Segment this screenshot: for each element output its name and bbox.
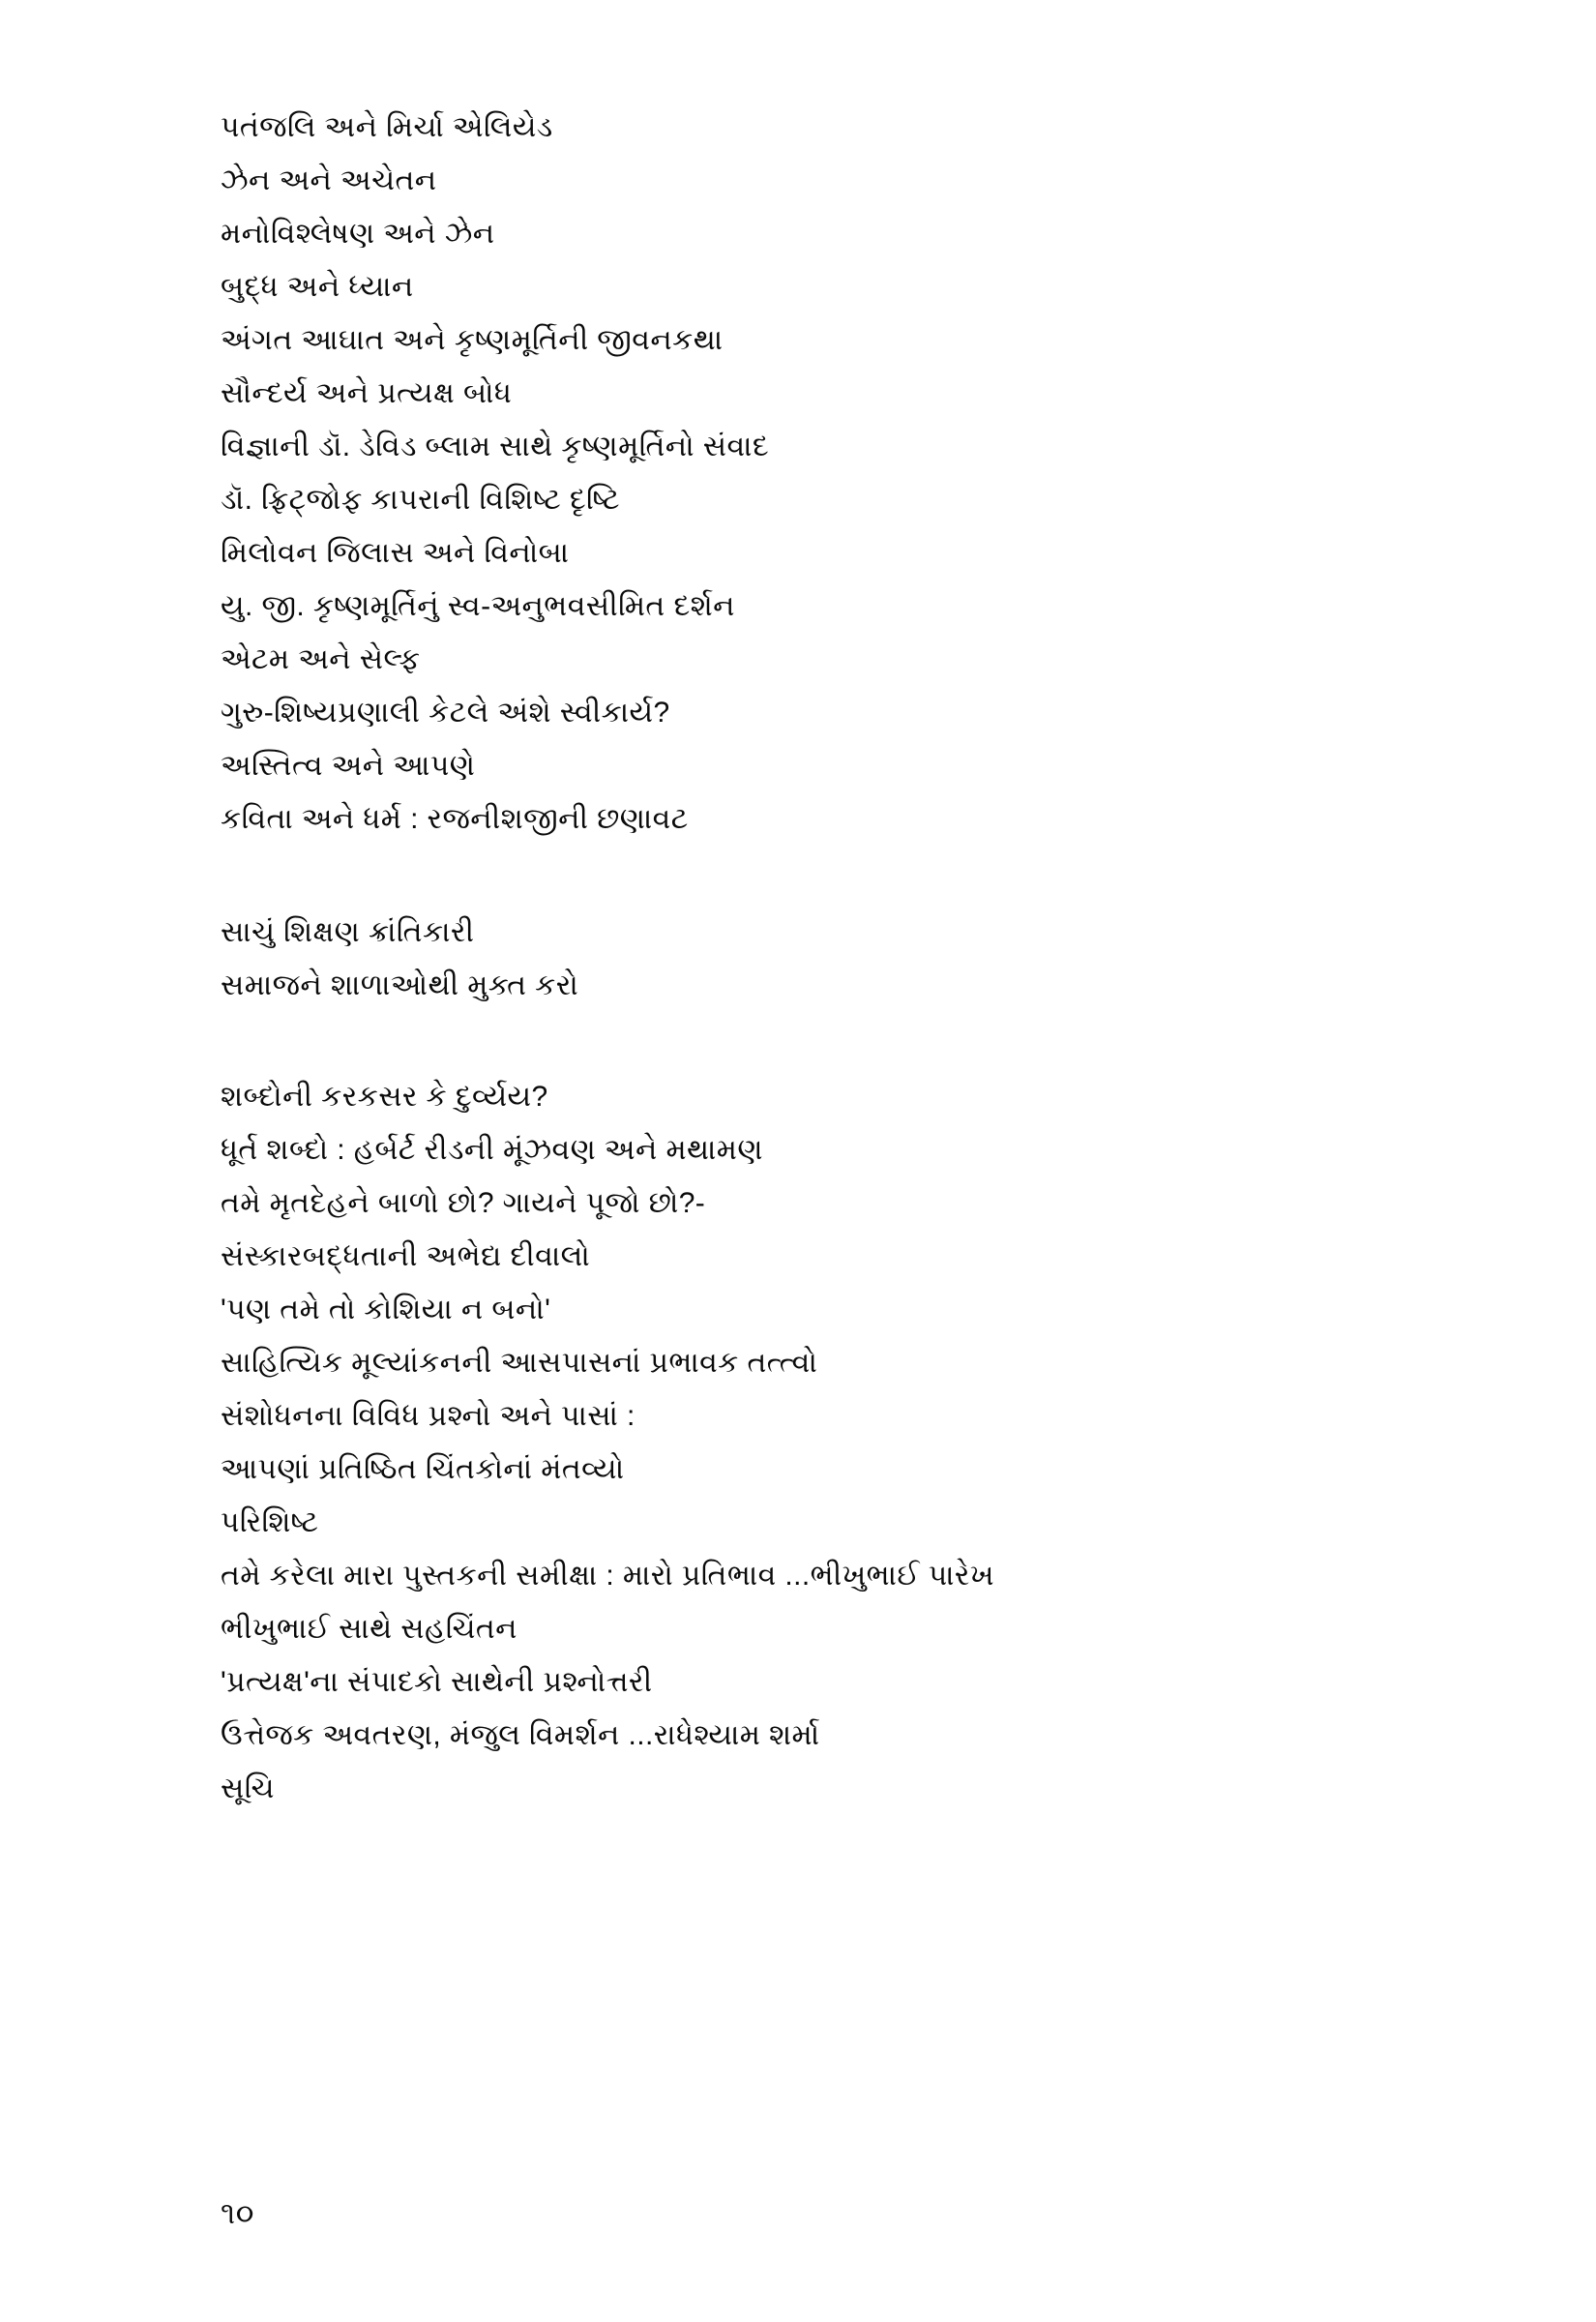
list-item: તમે કરેલા મારા પુસ્તકની સમીક્ષા : મારો પ્રતિભાવ ...ભીખુભાઈ પારેખ xyxy=(221,1560,994,1592)
list-item: કવિતા અને ધર્મ : રજનીશજીની છણાવટ xyxy=(221,803,689,835)
list-item: સૌન્દર્ય અને પ્રત્યક્ષ બોધ xyxy=(221,377,513,409)
list-item: શબ્દોની કરકસર કે દુર્વ્યય? xyxy=(221,1081,548,1113)
toc-section-two xyxy=(221,906,1420,1012)
page-number: ૧૦ xyxy=(221,2196,254,2230)
toc-section-three xyxy=(221,1070,1420,1815)
list-item: ડૉ. ફ્રિટ્જોફ કાપરાની વિશિષ્ટ દૃષ્ટિ xyxy=(221,484,620,516)
list-item: અસ્તિત્વ અને આપણે xyxy=(221,750,476,782)
list-item: મનોવિશ્લેષણ અને ઝેન xyxy=(221,218,495,250)
list-item: ઉત્તેજક અવતરણ, મંજુલ વિમર્શન ...રાધેશ્યામ શર્મા xyxy=(221,1719,820,1751)
list-item: તમે મૃતદેહને બાળો છો? ગાયને પૂજો છો?- xyxy=(221,1187,706,1219)
list-item: સૂચિ xyxy=(221,1772,275,1804)
list-item: ધૂર્ત શબ્દો : હર્બર્ટ રીડની મૂંઝવણ અને મથામણ xyxy=(221,1134,763,1166)
list-item: સંસ્કારબદ્ધતાની અભેદ્ય દીવાલો xyxy=(221,1240,591,1272)
list-item: સમાજને શાળાઓથી મુક્ત કરો xyxy=(221,969,579,1001)
list-item: પરિશિષ્ટ xyxy=(221,1506,319,1538)
list-item: સાચું શિક્ષણ ક્રાંતિકારી xyxy=(221,916,475,948)
list-item: બુદ્ધ અને ધ્યાન xyxy=(221,271,414,303)
list-item: ગુરુ-શિષ્યપ્રણાલી કેટલે અંશે સ્વીકાર્ય? xyxy=(221,697,670,729)
list-item: અંગત આઘાત અને કૃષ્ણમૂર્તિની જીવનકથા xyxy=(221,324,724,356)
table-of-contents xyxy=(221,101,1420,1815)
list-item: ઝેન અને અચેતન xyxy=(221,164,437,196)
section-spacer xyxy=(221,846,1420,906)
list-item: મિલોવન જિલાસ અને વિનોબા xyxy=(221,537,570,569)
list-item: સંશોધનના વિવિધ પ્રશ્નો અને પાસાં : xyxy=(221,1400,635,1432)
list-item: સાહિત્યિક મૂલ્યાંકનની આસપાસનાં પ્રભાવક તત્ત્વો xyxy=(221,1347,818,1379)
section-spacer xyxy=(221,1012,1420,1070)
list-item: એટમ અને સેલ્ફ xyxy=(221,643,421,675)
list-item: આપણાં પ્રતિષ્ઠિત ચિંતકોનાં મંતવ્યો xyxy=(221,1453,625,1485)
toc-section-one xyxy=(221,101,1420,846)
list-item: ભીખુભાઈ સાથે સહચિંતન xyxy=(221,1613,517,1645)
list-item: પતંજલિ અને મિર્ચા એલિયેડ xyxy=(221,111,553,143)
list-item: વિજ્ઞાની ડૉ. ડેવિડ બ્લામ સાથે કૃષ્ણમૂર્તિનો સંવાદ xyxy=(221,431,770,462)
list-item: યુ. જી. કૃષ્ણમૂર્તિનું સ્વ-અનુભવસીમિત દર્શન xyxy=(221,590,735,622)
list-item: 'પ્રત્યક્ષ'ના સંપાદકો સાથેની પ્રશ્નોત્તરી xyxy=(221,1666,653,1698)
list-item: 'પણ તમે તો કોશિયા ન બનો' xyxy=(221,1294,551,1325)
